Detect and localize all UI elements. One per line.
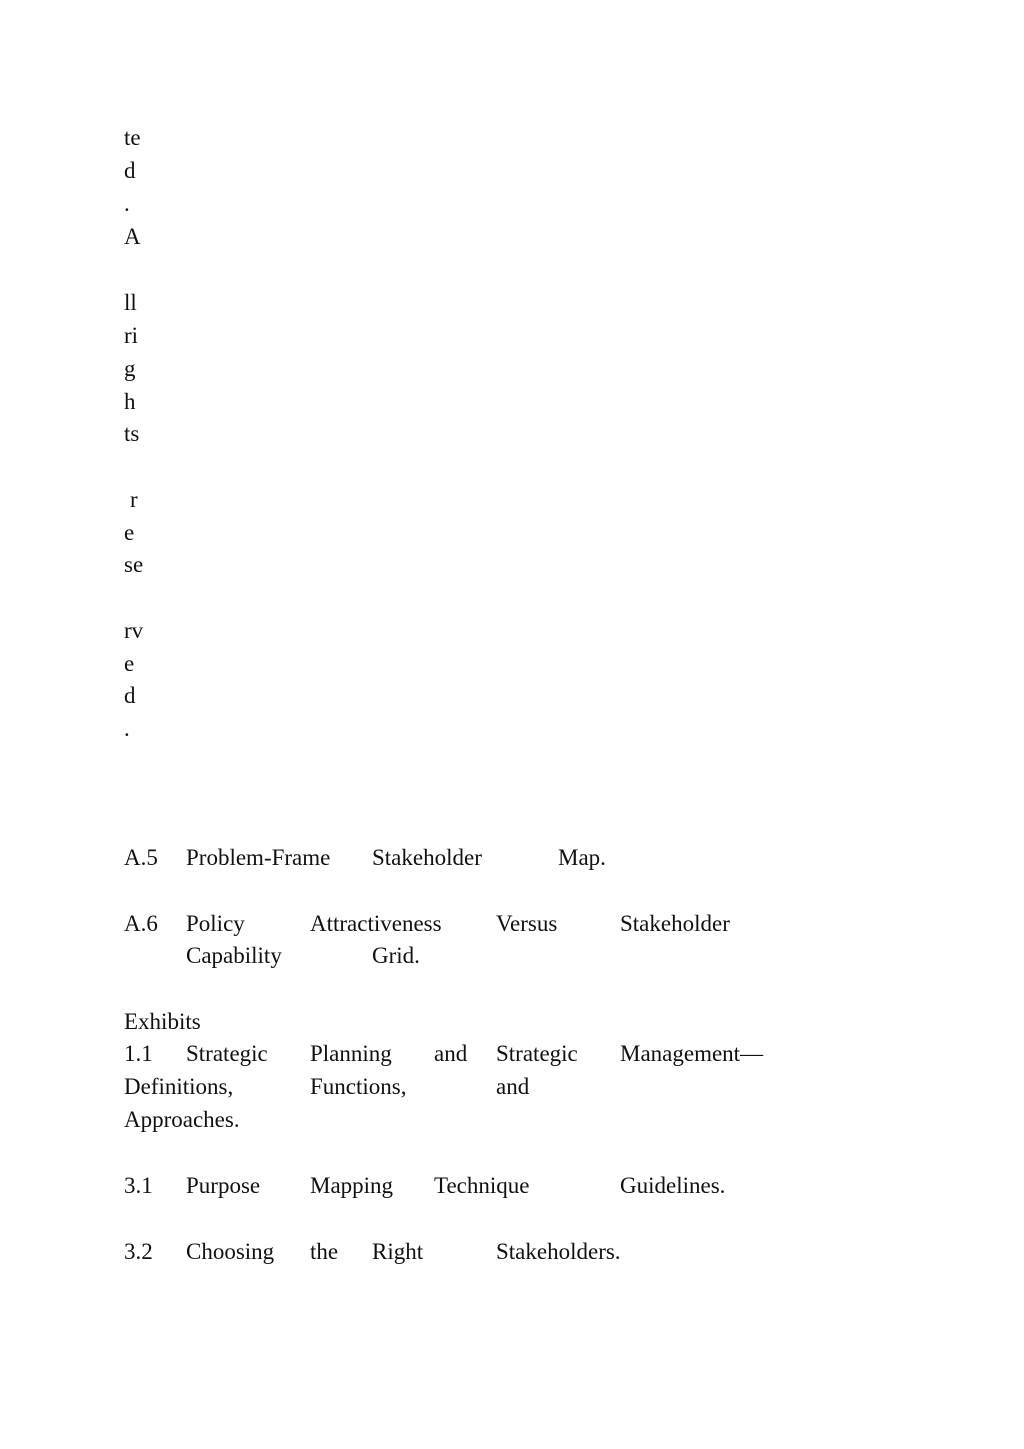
- entry-word: Planning: [310, 1041, 392, 1066]
- fragment: r: [130, 487, 138, 512]
- entry-word: Grid.: [372, 943, 420, 968]
- fragment: rv: [124, 618, 144, 643]
- entry-word: Approaches.: [124, 1107, 240, 1132]
- entry-word: Strategic: [186, 1041, 268, 1066]
- fragment: d: [124, 158, 136, 183]
- fragment: e: [124, 651, 135, 676]
- fragment: se: [124, 552, 144, 577]
- entry-word: Map.: [558, 845, 606, 870]
- fragment: .: [124, 191, 130, 216]
- fragment: h: [124, 389, 136, 414]
- entry-word: Right: [372, 1239, 424, 1264]
- entry-word: Mapping: [310, 1173, 394, 1198]
- entry-word: Choosing: [186, 1239, 275, 1264]
- entry-word: Policy: [186, 911, 245, 936]
- entry-word: Guidelines.: [620, 1173, 726, 1198]
- entry-word: Functions,: [310, 1074, 407, 1099]
- fragment: te: [124, 125, 141, 150]
- entry-word: and: [434, 1041, 468, 1066]
- fragment: .: [124, 716, 130, 741]
- fragment: ts: [124, 421, 140, 446]
- entry-word: Purpose: [186, 1173, 261, 1198]
- entry-word: Stakeholder: [372, 845, 482, 870]
- fragment: ri: [124, 323, 139, 348]
- entry-word: and: [496, 1074, 530, 1099]
- entry-word: Capability: [186, 943, 282, 968]
- fragment: e: [124, 520, 135, 545]
- entry-number: A.5: [124, 845, 158, 870]
- entry-word: Management—: [620, 1041, 764, 1066]
- entry-number: A.6: [124, 911, 158, 936]
- entry-word: Technique: [434, 1173, 530, 1198]
- entry-word: Definitions,: [124, 1074, 234, 1099]
- entry-word: the: [310, 1239, 339, 1264]
- entry-word: Problem-Frame: [186, 845, 331, 870]
- entry-number: 1.1: [124, 1041, 153, 1066]
- entry-word: Stakeholders.: [496, 1239, 621, 1264]
- entry-number: 3.1: [124, 1173, 153, 1198]
- entry-number: 3.2: [124, 1239, 153, 1264]
- fragment: g: [124, 356, 136, 381]
- entry-word: Versus: [496, 911, 558, 936]
- entry-word: Stakeholder: [620, 911, 730, 936]
- exhibits-heading: Exhibits: [124, 1009, 201, 1034]
- fragment: A: [124, 224, 141, 249]
- fragment: d: [124, 683, 136, 708]
- entry-word: Strategic: [496, 1041, 578, 1066]
- fragment: ll: [124, 290, 137, 315]
- entry-word: Attractiveness: [310, 911, 442, 936]
